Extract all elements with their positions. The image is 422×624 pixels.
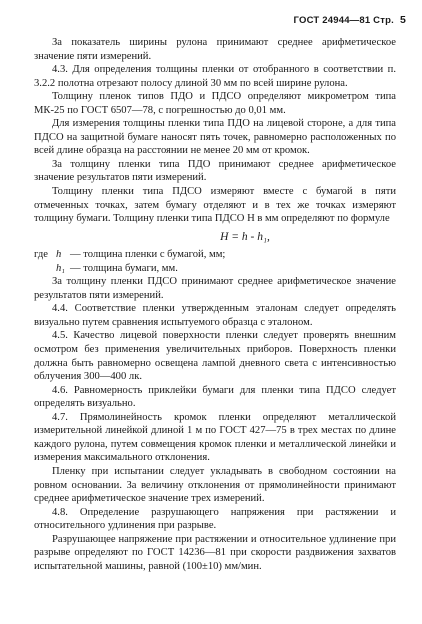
definition-lead: где [34,249,48,261]
paragraph-4-3: 4.3. Для определения толщины пленки от отобранного в соответствии п. 3.2.2 полотна отрезают полосу длиной 30 мм по всей ширине рулона. [34,64,396,89]
page-header [294,14,406,26]
definition-text: — толщина бумаги, мм. [70,262,178,274]
page-number: 5 [399,14,406,26]
document-code: ГОСТ 24944—81 Стр. [293,15,394,26]
definition-text: — толщина пленки с бумагой, мм; [70,249,226,261]
paragraph-width-average: За показатель ширины рулона принимают среднее арифметическое значение пяти измерений. [34,37,396,62]
definition-row [34,262,396,276]
paragraph-pdso-measure: Толщину пленки типа ПДСО измеряют вместе с бумагой в пяти отмеченных точках, затем бумагу отделяют и в тех же точках измеряют толщину бумаги. Толщину пленки типа ПДСО H в мм определяют по формуле [34,186,396,225]
paragraph-pdso-average: За толщину пленки ПДСО принимают среднее арифметическое значение результатов пяти измерений. [34,276,396,301]
definition-row [34,248,396,262]
paragraph-measure-points: Для измерения толщины пленки типа ПДО на лицевой стороне, а для типа ПДСО на защитной бумаге наносят пять точек, равномерно расположенных по всей длине образца на расстоянии не менее 20 мм от кромок. [34,118,396,157]
definition-symbol: h₁ [56,262,65,274]
formula-definitions [34,248,396,275]
paragraph-4-4: 4.4. Соответствие пленки утвержденным эталонам следует определять визуально путем сравнения испытуемого образца с эталоном. [34,303,396,328]
document-body [34,36,396,573]
paragraph-4-5: 4.5. Качество лицевой поверхности пленки следует проверять внешним осмотром без применения увеличительных приборов. Поверхность пленки должна быть равномерно освещена лампой дневного света с интенсивностью облучения 300—400 лк. [34,330,396,383]
paragraph-micrometer: Толщину пленок типов ПДО и ПДСО определяют микрометром типа МК-25 по ГОСТ 6507—78, с погрешностью до 0,01 мм. [34,91,396,116]
paragraph-4-8: 4.8. Определение разрушающего напряжения при растяжении и относительного удлинения при разрыве. [34,506,396,532]
paragraph-4-6: 4.6. Равномерность приклейки бумаги для пленки типа ПДСО следует определять визуально. [34,384,396,410]
definition-symbol: h [56,249,62,261]
paragraph-4-7: 4.7. Прямолинейность кромок пленки определяют металлической измерительной линейкой длиной 1 м по ГОСТ 427—75 в трех местах по длине каждого рулона, путем совмещения кромок пленки и металлической линейки и измерения максимального отклонения. [34,411,396,464]
paragraph-straightness: Пленку при испытании следует укладывать в свободном состоянии на ровном основании. За величину отклонения от прямолинейности принимают среднее арифметическое значение трех измерений. [34,465,396,505]
paragraph-tensile: Разрушающее напряжение при растяжении и относительное удлинение при разрыве определяют по ГОСТ 14236—81 при скорости раздвижения захватов испытательной машины, равной (100±10) мм/мин. [34,533,396,572]
thickness-formula: H = h - h₁, [220,230,270,243]
paragraph-pdo-average: За толщину пленки типа ПДО принимают среднее арифметическое значение результатов пяти измерений. [34,158,396,184]
